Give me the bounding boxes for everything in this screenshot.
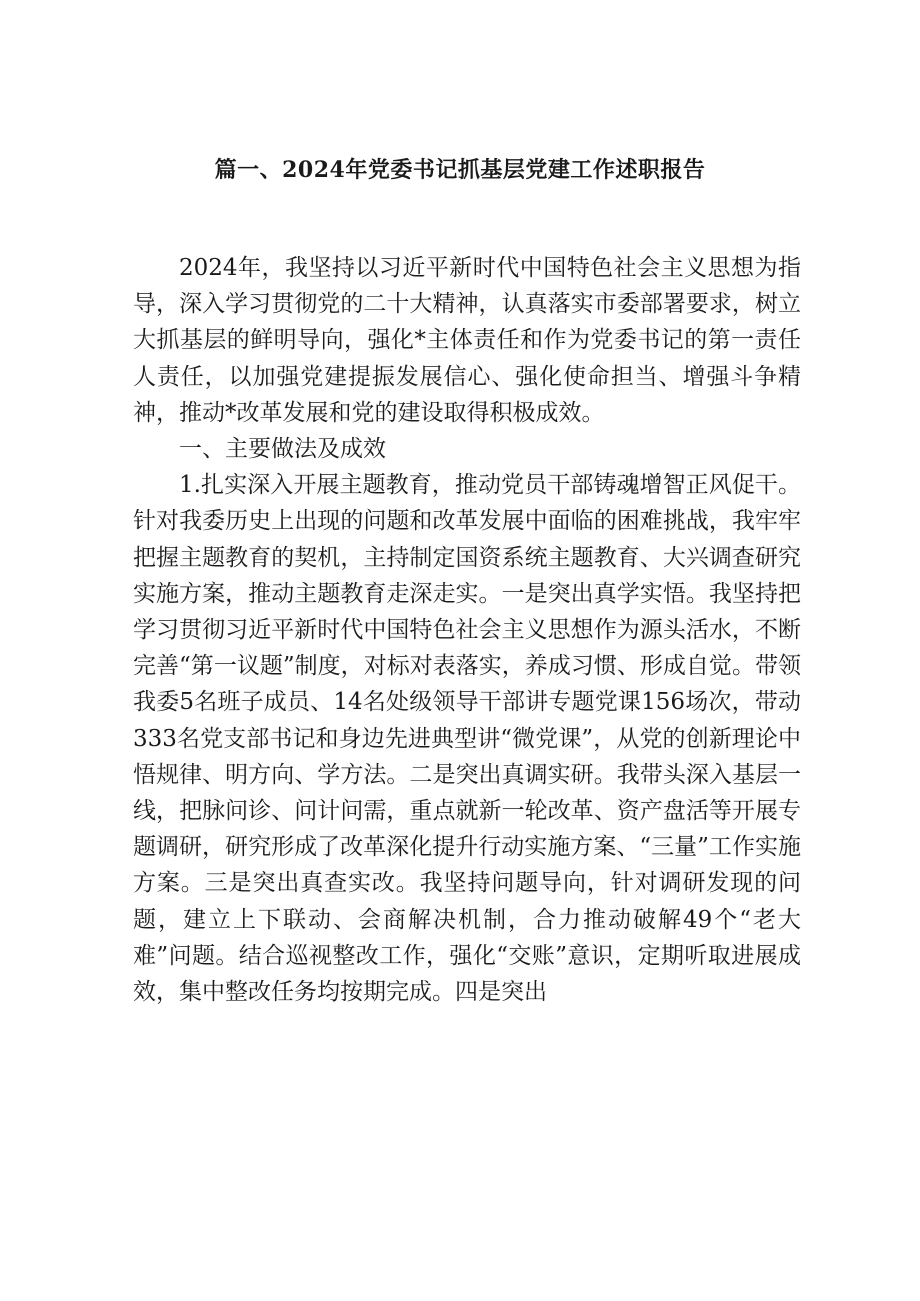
intro-paragraph: 2024年，我坚持以习近平新时代中国特色社会主义思想为指导，深入学习贯彻党的二十大精神，认真落实市委部署要求，树立大抓基层的鲜明导向，强化*主体责任和作为党委书记的第一责任人责任，以加强党建提振发展信心、强化使命担当、增强斗争精神，推动*改革发展和党的建设取得积极成效。 [133, 255, 801, 426]
document-body [133, 250, 801, 1010]
body-paragraph: 1.扎实深入开展主题教育，推动党员干部铸魂增智正风促干。针对我委历史上出现的问题和改革发展中面临的困难挑战，我牢牢把握主题教育的契机，主持制定国资系统主题教育、大兴调查研究实施方案，推动主题教育走深走实。一是突出真学实悟。我坚持把学习贯彻习近平新时代中国特色社会主义思想作为源头活水，不断完善“第一议题”制度，对标对表落实，养成习惯、形成自觉。带领我委5名班子成员、14名处级领导干部讲专题党课156场次，带动333名党支部书记和身边先进典型讲“微党课”，从党的创新理论中悟规律、明方向、学方法。二是突出真调实研。我带头深入基层一线，把脉问诊、问计问需，重点就新一轮改革、资产盘活等开展专题调研，研究形成了改革深化提升行动实施方案、“三量”工作实施方案。三是突出真查实改。我坚持问题导向，针对调研发现的问题，建立上下联动、会商解决机制，合力推动破解49个“老大难”问题。结合巡视整改工作，强化“交账”意识，定期听取进展成效，集中整改任务均按期完成。四是突出 [133, 472, 801, 1006]
section-heading: 一、主要做法及成效 [179, 436, 386, 463]
document-title: 篇一、2024年党委书记抓基层党建工作述职报告 [214, 157, 706, 183]
